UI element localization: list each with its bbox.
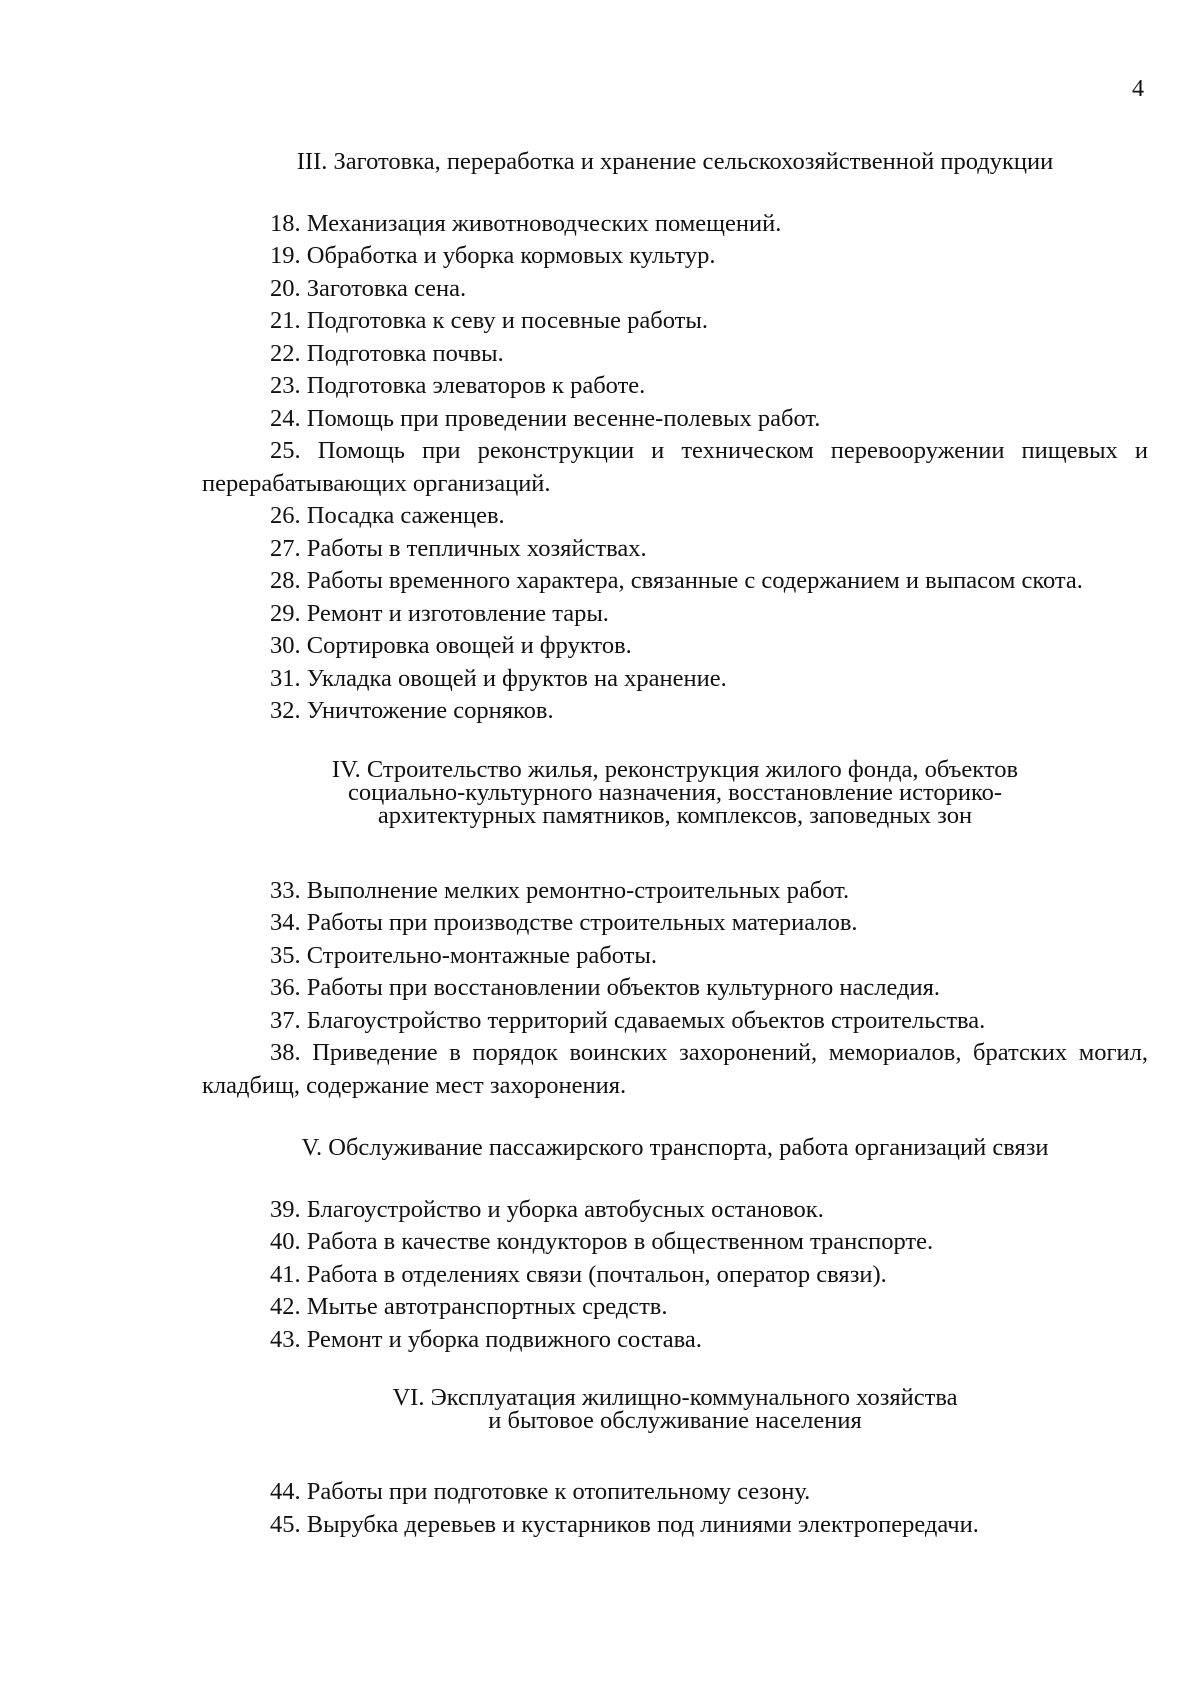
list-item: 30. Сортировка овощей и фруктов. [270, 632, 632, 659]
list-item: 19. Обработка и уборка кормовых культур. [270, 242, 716, 269]
spacer [202, 1432, 1148, 1476]
section-list-vi [202, 1476, 1148, 1541]
section-heading-line: VI. Эксплуатация жилищно-коммунального хозяйства [392, 1384, 958, 1411]
section-heading-line: V. Обслуживание пассажирского транспорта, работа организаций связи [301, 1134, 1049, 1161]
list-item: 36. Работы при восстановлении объектов культурного наследия. [270, 974, 941, 1001]
section-list-v [202, 1194, 1148, 1357]
spacer [202, 728, 1148, 758]
list-item: 33. Выполнение мелких ремонтно-строительных работ. [270, 876, 850, 904]
section-list-iv [202, 875, 1148, 1103]
section-heading-vi [202, 1386, 1148, 1432]
section-heading-line: III. Заготовка, переработка и хранение сельскохозяйственной продукции [296, 148, 1054, 175]
list-item: 37. Благоустройство территорий сдаваемых объектов строительства. [270, 1006, 986, 1034]
section-heading-line: архитектурных памятников, комплексов, заповедных зон [377, 801, 973, 829]
list-item: 18. Механизация животноводческих помещений. [270, 209, 782, 237]
list-item: 42. Мытье автотранспортных средств. [270, 1293, 668, 1320]
list-item: 27. Работы в тепличных хозяйствах. [270, 534, 647, 562]
spacer [202, 1165, 1148, 1194]
list-item: 22. Подготовка почвы. [270, 339, 504, 367]
list-item: 21. Подготовка к севу и посевные работы. [270, 307, 708, 334]
section-list-iii [202, 208, 1148, 728]
section-heading-v [202, 1132, 1148, 1165]
spacer [202, 1102, 1148, 1132]
list-item: 23. Подготовка элеваторов к работе. [270, 372, 646, 399]
document-body [202, 146, 1148, 1541]
section-heading-line: IV. Строительство жилья, реконструкция жилого фонда, объектов [331, 755, 1019, 783]
section-heading-line: и бытовое обслуживание населения [488, 1407, 862, 1434]
list-item: 34. Работы при производстве строительных материалов. [270, 909, 858, 936]
list-item: 35. Строительно-монтажные работы. [270, 941, 657, 969]
section-heading-iii [202, 146, 1148, 179]
list-item: 31. Укладка овощей и фруктов на хранение. [270, 664, 727, 692]
section-heading-iv [202, 755, 1148, 829]
section-heading-line: социально-культурного назначения, восстановление историко- [347, 778, 1003, 806]
list-item: 20. Заготовка сена. [270, 274, 467, 302]
list-item: 40. Работа в качестве кондукторов в общественном транспорте. [270, 1228, 934, 1255]
spacer [202, 1356, 1148, 1386]
list-item: 39. Благоустройство и уборка автобусных остановок. [270, 1195, 824, 1223]
list-item: 24. Помощь при проведении весенне-полевых работ. [270, 404, 821, 432]
list-item: 25. Помощь при реконструкции и техническом перевооружении пищевых и перерабатывающих организаций. [202, 437, 1148, 497]
list-item: 44. Работы при подготовке к отопительному сезону. [270, 1478, 811, 1505]
list-item: 45. Вырубка деревьев и кустарников под линиями электропередачи. [270, 1510, 979, 1538]
list-item: 26. Посадка саженцев. [270, 502, 505, 529]
spacer [202, 827, 1148, 875]
list-item: 43. Ремонт и уборка подвижного состава. [270, 1325, 702, 1353]
list-item: 32. Уничтожение сорняков. [270, 697, 554, 724]
page-number: 4 [1132, 76, 1144, 102]
list-item: 29. Ремонт и изготовление тары. [270, 599, 609, 627]
list-item: 38. Приведение в порядок воинских захоронений, мемориалов, братских могил, кладбищ, содержание мест захоронения. [202, 1039, 1148, 1099]
spacer [202, 179, 1148, 208]
list-item: 28. Работы временного характера, связанные с содержанием и выпасом скота. [270, 567, 1083, 594]
list-item: 41. Работа в отделениях связи (почтальон, оператор связи). [270, 1260, 887, 1288]
